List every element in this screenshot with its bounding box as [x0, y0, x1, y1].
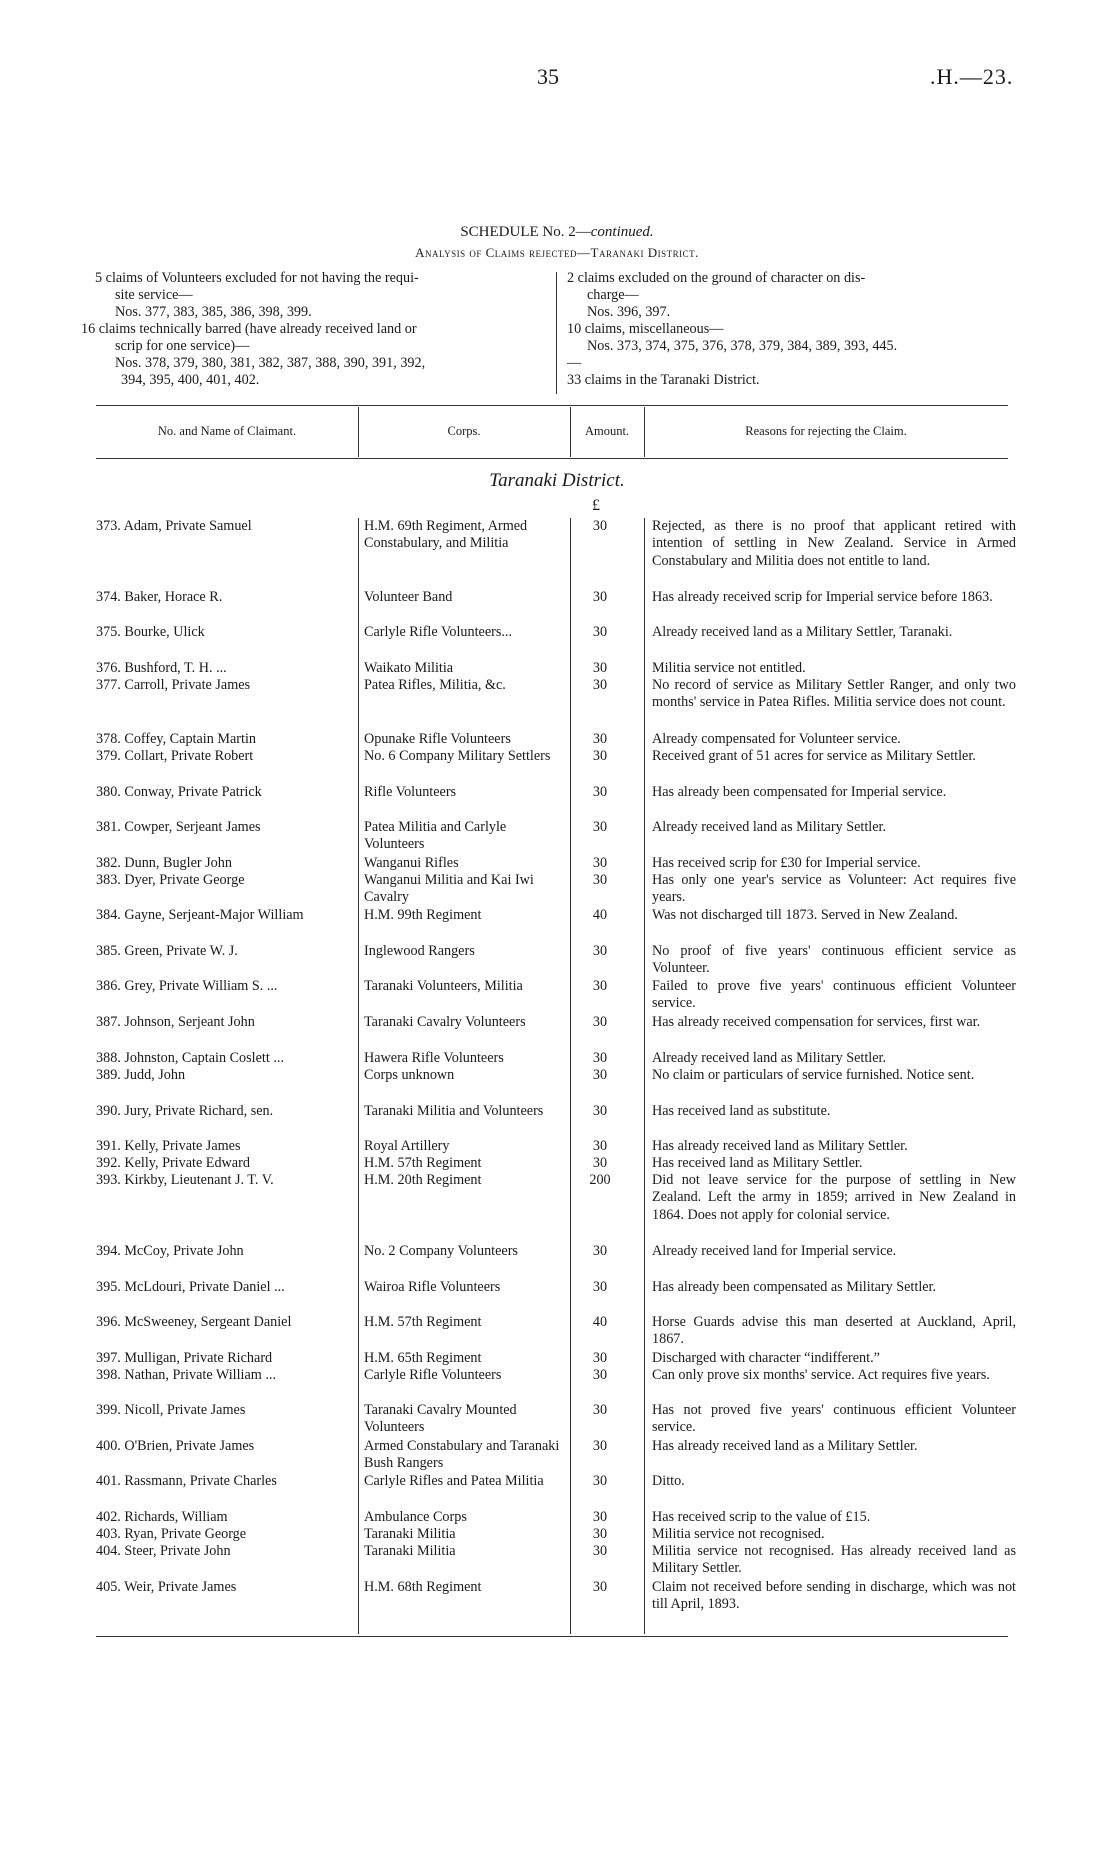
claimant-corps: Royal Artillery — [364, 1138, 450, 1154]
summary-right-line: — — [567, 355, 582, 371]
claimant-name: 394. McCoy, Private John — [96, 1243, 244, 1259]
rejection-reason: Horse Guards advise this man deserted at Auckland, April, 1867. — [652, 1314, 1016, 1348]
claim-amount: 30 — [592, 943, 608, 959]
summary-left-line: scrip for one service)— — [115, 338, 250, 354]
claimant-corps: No. 6 Company Military Settlers — [364, 748, 551, 764]
claimant-name: 378. Coffey, Captain Martin — [96, 731, 256, 747]
table-bottom-rule — [96, 1636, 1008, 1637]
rejection-reason: Can only prove six months' service. Act requires five years. — [652, 1367, 990, 1383]
rejection-reason: Already received land for Imperial service. — [652, 1243, 897, 1259]
summary-left-line: site service— — [115, 287, 193, 303]
column-divider — [358, 518, 359, 1634]
claimant-name: 383. Dyer, Private George — [96, 872, 245, 888]
claim-amount: 30 — [592, 1243, 608, 1259]
claim-amount: 30 — [592, 855, 608, 871]
claim-amount: 30 — [592, 1067, 608, 1083]
claimant-corps: Inglewood Rangers — [364, 943, 475, 959]
summary-right-line: Nos. 373, 374, 375, 376, 378, 379, 384, 389, 393, 445. — [587, 338, 898, 354]
claimant-corps: Taranaki Militia — [364, 1526, 456, 1542]
claimant-name: 374. Baker, Horace R. — [96, 589, 223, 605]
claim-amount: 30 — [592, 677, 608, 693]
page-number: 35 — [537, 64, 559, 89]
claimant-corps: Taranaki Militia and Volunteers — [364, 1103, 544, 1119]
claimant-corps: Patea Militia and Carlyle Volunteers — [364, 819, 507, 853]
claim-amount: 30 — [592, 1155, 608, 1171]
claimant-corps: Corps unknown — [364, 1067, 455, 1083]
claimant-name: 385. Green, Private W. J. — [96, 943, 238, 959]
claimant-corps: Waikato Militia — [364, 660, 454, 676]
claim-amount: 30 — [592, 518, 608, 534]
claimant-corps: Taranaki Cavalry Volunteers — [364, 1014, 526, 1030]
claimant-corps: Volunteer Band — [364, 589, 453, 605]
claimant-name: 392. Kelly, Private Edward — [96, 1155, 250, 1171]
claim-amount: 30 — [592, 624, 608, 640]
claimant-corps: Carlyle Rifles and Patea Militia — [364, 1473, 544, 1489]
rejection-reason: Has received scrip for £30 for Imperial service. — [652, 855, 921, 871]
summary-right-line: 2 claims excluded on the ground of character on dis- — [567, 270, 866, 286]
claimant-corps: Ambulance Corps — [364, 1509, 467, 1525]
rejection-reason: Has received land as Military Settler. — [652, 1155, 863, 1171]
currency-symbol: £ — [592, 497, 600, 514]
claimant-corps: H.M. 57th Regiment — [364, 1314, 482, 1330]
page-reference: .H.—23. — [930, 64, 1014, 89]
claimant-corps: Patea Rifles, Militia, &c. — [364, 677, 506, 693]
claimant-corps: Hawera Rifle Volunteers — [364, 1050, 504, 1066]
summary-left-line: 394, 395, 400, 401, 402. — [121, 372, 260, 388]
claim-amount: 40 — [592, 1314, 608, 1330]
claim-amount: 30 — [592, 1138, 608, 1154]
claimant-corps: Armed Constabulary and Taranaki Bush Rangers — [364, 1438, 560, 1472]
rejection-reason: Already received land as Military Settler. — [652, 1050, 887, 1066]
table-header-rule — [96, 458, 1008, 459]
rejection-reason: Claim not received before sending in discharge, which was not till April, 1893. — [652, 1579, 1016, 1613]
claimant-name: 404. Steer, Private John — [96, 1543, 231, 1559]
rejection-reason: Already received land as Military Settler. — [652, 819, 887, 835]
claim-amount: 30 — [592, 1367, 608, 1383]
rejection-reason: Discharged with character “indifferent.” — [652, 1350, 880, 1366]
claimant-name: 389. Judd, John — [96, 1067, 186, 1083]
schedule-subtitle: Analysis of Claims rejected—Taranaki District. — [415, 245, 699, 260]
claimant-corps: H.M. 65th Regiment — [364, 1350, 482, 1366]
claimant-name: 398. Nathan, Private William ... — [96, 1367, 277, 1383]
claimant-name: 391. Kelly, Private James — [96, 1138, 241, 1154]
claimant-name: 373. Adam, Private Samuel — [96, 518, 252, 534]
claimant-name: 387. Johnson, Serjeant John — [96, 1014, 255, 1030]
claimant-corps: H.M. 20th Regiment — [364, 1172, 482, 1188]
claim-amount: 30 — [592, 1473, 608, 1489]
claim-amount: 30 — [592, 1050, 608, 1066]
claim-amount: 30 — [592, 819, 608, 835]
rejection-reason: Has already been compensated for Imperial service. — [652, 784, 947, 800]
schedule-title-main: SCHEDULE No. 2— — [460, 224, 591, 240]
column-divider — [644, 518, 645, 1634]
claimant-corps: Carlyle Rifle Volunteers — [364, 1367, 502, 1383]
claim-amount: 30 — [592, 1103, 608, 1119]
rejection-reason: No claim or particulars of service furnished. Notice sent. — [652, 1067, 975, 1083]
rejection-reason: No record of service as Military Settler Ranger, and only two months' service in Patea Rifles. Militia service does not count. — [652, 677, 1016, 711]
claimant-corps: Taranaki Militia — [364, 1543, 456, 1559]
header-amount: Amount. — [584, 424, 630, 438]
claimant-corps: Wanganui Militia and Kai Iwi Cavalry — [364, 872, 534, 906]
claimant-name: 403. Ryan, Private George — [96, 1526, 247, 1542]
column-divider — [570, 518, 571, 1634]
schedule-title — [0, 224, 1114, 241]
claimant-corps: Taranaki Volunteers, Militia — [364, 978, 523, 994]
table-top-rule — [96, 405, 1008, 406]
claim-amount: 30 — [592, 1543, 608, 1559]
claimant-name: 396. McSweeney, Sergeant Daniel — [96, 1314, 292, 1330]
claim-amount: 30 — [592, 978, 608, 994]
claim-amount: 30 — [592, 589, 608, 605]
claim-amount: 30 — [592, 1014, 608, 1030]
claimant-corps: H.M. 57th Regiment — [364, 1155, 482, 1171]
claimant-name: 401. Rassmann, Private Charles — [96, 1473, 277, 1489]
rejection-reason: Already received land as a Military Settler, Taranaki. — [652, 624, 953, 640]
summary-right-line: 33 claims in the Taranaki District. — [567, 372, 760, 388]
summary-left-line: Nos. 378, 379, 380, 381, 382, 387, 388, 390, 391, 392, — [115, 355, 426, 371]
rejection-reason: Has already received scrip for Imperial service before 1863. — [652, 589, 993, 605]
summary-right-line: Nos. 396, 397. — [587, 304, 671, 320]
header-divider — [570, 407, 571, 457]
claimant-name: 377. Carroll, Private James — [96, 677, 251, 693]
schedule-title-continued: continued. — [590, 224, 654, 240]
claim-amount: 30 — [592, 1438, 608, 1454]
rejection-reason: Received grant of 51 acres for service as Military Settler. — [652, 748, 976, 764]
claimant-name: 402. Richards, William — [96, 1509, 228, 1525]
claim-amount: 30 — [592, 1526, 608, 1542]
claimant-name: 381. Cowper, Serjeant James — [96, 819, 261, 835]
rejection-reason: Has not proved five years' continuous efficient Volunteer service. — [652, 1402, 1016, 1436]
claimant-corps: Opunake Rifle Volunteers — [364, 731, 511, 747]
rejection-reason: Failed to prove five years' continuous efficient Volunteer service. — [652, 978, 1016, 1012]
claimant-name: 395. McLdouri, Private Daniel ... — [96, 1279, 285, 1295]
rejection-reason: Has already received land as Military Settler. — [652, 1138, 908, 1154]
claimant-name: 400. O'Brien, Private James — [96, 1438, 255, 1454]
rejection-reason: Has already received land as a Military Settler. — [652, 1438, 918, 1454]
rejection-reason: Has only one year's service as Volunteer: Act requires five years. — [652, 872, 1016, 906]
summary-left — [81, 270, 551, 389]
rejection-reason: Has received scrip to the value of £15. — [652, 1509, 871, 1525]
claim-amount: 30 — [592, 1579, 608, 1595]
claimant-name: 379. Collart, Private Robert — [96, 748, 254, 764]
summary-left-line: 16 claims technically barred (have already received land or — [81, 321, 417, 337]
summary-right — [567, 270, 1022, 389]
header-name: No. and Name of Claimant. — [157, 424, 297, 438]
rejection-reason: Already compensated for Volunteer service. — [652, 731, 901, 747]
claimant-name: 388. Johnston, Captain Coslett ... — [96, 1050, 284, 1066]
claimant-corps: Wanganui Rifles — [364, 855, 459, 871]
claimant-corps: No. 2 Company Volunteers — [364, 1243, 518, 1259]
claim-amount: 30 — [592, 731, 608, 747]
claim-amount: 30 — [592, 1350, 608, 1366]
rejection-reason: Has already received compensation for services, first war. — [652, 1014, 981, 1030]
rejection-reason: Was not discharged till 1873. Served in New Zealand. — [652, 907, 958, 923]
claimant-name: 386. Grey, Private William S. ... — [96, 978, 278, 994]
claimant-name: 376. Bushford, T. H. ... — [96, 660, 227, 676]
claim-amount: 30 — [592, 1509, 608, 1525]
claimant-name: 380. Conway, Private Patrick — [96, 784, 262, 800]
header-corps: Corps. — [447, 424, 481, 438]
claimant-name: 375. Bourke, Ulick — [96, 624, 205, 640]
claimant-corps: Carlyle Rifle Volunteers... — [364, 624, 513, 640]
claim-amount: 40 — [592, 907, 608, 923]
claim-amount: 30 — [592, 1402, 608, 1418]
rejection-reason: Rejected, as there is no proof that applicant retired with intention of settling in New Zealand. Service in Armed Constabulary and Militia does not entitle to land. — [652, 518, 1016, 569]
claimant-corps: H.M. 69th Regiment, Armed Constabulary, and Militia — [364, 518, 528, 552]
rejection-reason: No proof of five years' continuous efficient service as Volunteer. — [652, 943, 1016, 977]
claimant-corps: H.M. 99th Regiment — [364, 907, 482, 923]
summary-right-line: 10 claims, miscellaneous— — [567, 321, 724, 337]
claimant-name: 384. Gayne, Serjeant-Major William — [96, 907, 304, 923]
rejection-reason: Has already been compensated as Military Settler. — [652, 1279, 937, 1295]
rejection-reason: Militia service not recognised. Has already received land as Military Settler. — [652, 1543, 1016, 1577]
claim-amount: 30 — [592, 748, 608, 764]
claimant-name: 390. Jury, Private Richard, sen. — [96, 1103, 274, 1119]
claim-amount: 30 — [592, 872, 608, 888]
claim-amount: 200 — [589, 1172, 611, 1188]
header-divider — [358, 407, 359, 457]
claimant-name: 393. Kirkby, Lieutenant J. T. V. — [96, 1172, 274, 1188]
claimant-name: 397. Mulligan, Private Richard — [96, 1350, 273, 1366]
rejection-reason: Militia service not entitled. — [652, 660, 806, 676]
summary-left-line: Nos. 377, 383, 385, 386, 398, 399. — [115, 304, 312, 320]
summary-right-line: charge— — [587, 287, 639, 303]
header-reasons: Reasons for rejecting the Claim. — [745, 424, 907, 438]
rejection-reason: Militia service not recognised. — [652, 1526, 825, 1542]
summary-divider — [556, 272, 557, 394]
rejection-reason: Did not leave service for the purpose of settling in New Zealand. Left the army in 1859; arrived in New Zealand in 1864. Does not apply for colonial service. — [652, 1172, 1016, 1223]
claimant-corps: H.M. 68th Regiment — [364, 1579, 482, 1595]
claimant-corps: Taranaki Cavalry Mounted Volunteers — [364, 1402, 517, 1436]
claimant-corps: Rifle Volunteers — [364, 784, 457, 800]
claimant-name: 399. Nicoll, Private James — [96, 1402, 246, 1418]
district-heading: Taranaki District. — [489, 470, 625, 491]
claim-amount: 30 — [592, 660, 608, 676]
summary-left-line: 5 claims of Volunteers excluded for not having the requi- — [95, 270, 419, 286]
rejection-reason: Ditto. — [652, 1473, 685, 1489]
claimant-name: 405. Weir, Private James — [96, 1579, 237, 1595]
claimant-name: 382. Dunn, Bugler John — [96, 855, 232, 871]
header-divider — [644, 407, 645, 457]
claim-amount: 30 — [592, 1279, 608, 1295]
claimant-corps: Wairoa Rifle Volunteers — [364, 1279, 501, 1295]
rejection-reason: Has received land as substitute. — [652, 1103, 831, 1119]
claim-amount: 30 — [592, 784, 608, 800]
